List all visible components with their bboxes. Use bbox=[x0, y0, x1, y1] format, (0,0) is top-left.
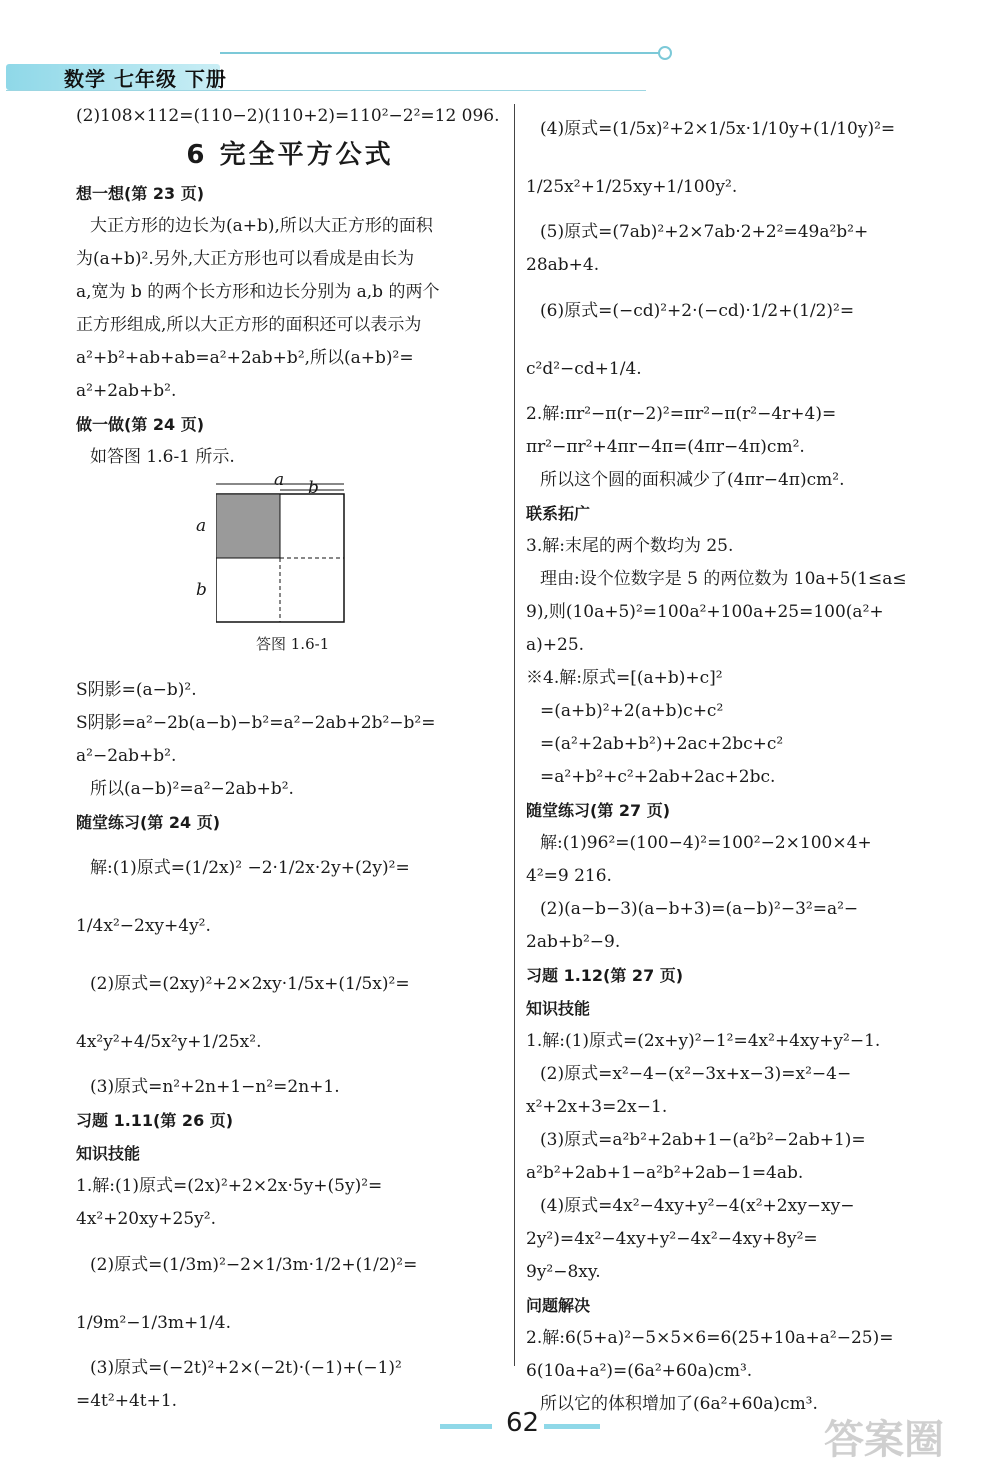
text-line: 9),则(10a+5)²=100a²+100a+25=100(a²+ bbox=[526, 602, 884, 622]
label-b-left: b bbox=[196, 580, 207, 600]
text-line: 大正方形的边长为(a+b),所以大正方形的面积 bbox=[90, 216, 433, 236]
text-line: =a²+b²+c²+2ab+2ac+2bc. bbox=[540, 767, 776, 787]
text-line: =(a+b)²+2(a+b)c+c² bbox=[540, 701, 724, 721]
text-line: 4x²+20xy+25y². bbox=[76, 1209, 216, 1229]
header-dot bbox=[658, 46, 672, 60]
page-footer bbox=[440, 1408, 600, 1442]
text-line: 1/4x²−2xy+4y². bbox=[76, 916, 211, 936]
text-line: 2ab+b²−9. bbox=[526, 932, 621, 952]
text-line: 28ab+4. bbox=[526, 255, 600, 275]
text-line: 2.解:6(5+a)²−5×5×6=6(25+10a+a²−25)= bbox=[526, 1328, 894, 1348]
text-line: (6)原式=(−cd)²+2·(−cd)·1/2+(1/2)²= bbox=[540, 301, 855, 321]
text-line: (3)原式=a²b²+2ab+1−(a²b²−2ab+1)= bbox=[540, 1130, 866, 1150]
section-title: 6 完全平方公式 bbox=[186, 140, 394, 170]
text-line: 4²=9 216. bbox=[526, 866, 612, 886]
left-column bbox=[76, 100, 504, 1418]
text-line: ※4.解:原式=[(a+b)+c]² bbox=[526, 668, 723, 688]
text-line: a²+b²+ab+ab=a²+2ab+b²,所以(a+b)²= bbox=[76, 348, 414, 368]
text-line: 4x²y²+4/5x²y+1/25x². bbox=[76, 1032, 262, 1052]
text-line: 理由:设个位数字是 5 的两位数为 10a+5(1≤a≤ bbox=[540, 569, 907, 589]
text-line: a,宽为 b 的两个长方形和边长分别为 a,b 的两个 bbox=[76, 282, 440, 302]
text-line: a²−2ab+b². bbox=[76, 746, 177, 766]
section-heading: 做一做(第 24 页) bbox=[76, 415, 205, 434]
text-line: a²+2ab+b². bbox=[76, 381, 177, 401]
text-line: 所以它的体积增加了(6a²+60a)cm³. bbox=[540, 1394, 818, 1414]
section-heading: 随堂练习(第 27 页) bbox=[526, 801, 671, 820]
text-line: (2)原式=(1/3m)²−2×1/3m·1/2+(1/2)²= bbox=[90, 1255, 418, 1275]
text-line: 1/9m²−1/3m+1/4. bbox=[76, 1313, 232, 1333]
footer-deco-left bbox=[440, 1424, 492, 1429]
header-rule bbox=[220, 52, 660, 54]
text-line: a)+25. bbox=[526, 635, 585, 655]
label-a-top: a bbox=[274, 470, 285, 490]
text-line: 1.解:(1)原式=(2x+y)²−1²=4x²+4xy+y²−1. bbox=[526, 1031, 881, 1051]
text-line: 解:(1)原式=(1/2x)² −2·1/2x·2y+(2y)²= bbox=[90, 858, 410, 878]
text-line: =(a²+2ab+b²)+2ac+2bc+c² bbox=[540, 734, 784, 754]
section-heading: 联系拓广 bbox=[526, 504, 591, 523]
section-heading: 习题 1.12(第 27 页) bbox=[526, 966, 684, 985]
text-line: (2)原式=x²−4−(x²−3x+x−3)=x²−4− bbox=[540, 1064, 852, 1084]
text-line: =4t²+4t+1. bbox=[76, 1391, 178, 1411]
shaded-square bbox=[216, 494, 280, 558]
text-line: x²+2x+3=2x−1. bbox=[526, 1097, 668, 1117]
text-line: 为(a+b)².另外,大正方形也可以看成是由长为 bbox=[76, 249, 415, 269]
text-line: (2)原式=(2xy)²+2×2xy·1/5x+(1/5x)²= bbox=[90, 974, 410, 994]
text-line: S阴影=(a−b)². bbox=[76, 680, 197, 700]
section-heading: 问题解决 bbox=[526, 1296, 591, 1315]
square-diagram bbox=[216, 476, 456, 626]
page-number: 62 bbox=[506, 1408, 540, 1438]
text-line: 所以这个圆的面积减少了(4πr−4π)cm². bbox=[540, 470, 845, 490]
text-line: 解:(1)96²=(100−4)²=100²−2×100×4+ bbox=[540, 833, 872, 853]
section-heading: 想一想(第 23 页) bbox=[76, 184, 205, 203]
label-b-top: b bbox=[308, 478, 319, 498]
book-title: 数学 七年级 下册 bbox=[64, 67, 227, 91]
text-line: (3)原式=n²+2n+1−n²=2n+1. bbox=[90, 1077, 340, 1097]
watermark-logo: 答案圈 bbox=[824, 1417, 944, 1463]
text-line: πr²−πr²+4πr−4π=(4πr−4π)cm². bbox=[526, 437, 805, 457]
label-a-left: a bbox=[196, 516, 207, 536]
column-divider bbox=[514, 104, 515, 1366]
text-line: (3)原式=(−2t)²+2×(−2t)·(−1)+(−1)² bbox=[90, 1358, 402, 1378]
section-heading: 知识技能 bbox=[526, 999, 591, 1018]
text-line: 如答图 1.6-1 所示. bbox=[90, 447, 235, 467]
footer-deco-right bbox=[544, 1424, 600, 1429]
text-line: 1.解:(1)原式=(2x)²+2×2x·5y+(5y)²= bbox=[76, 1176, 383, 1196]
text-line: 6(10a+a²)=(6a²+60a)cm³. bbox=[526, 1361, 753, 1381]
text-line: (2)108×112=(110−2)(110+2)=110²−2²=12 096. bbox=[76, 106, 500, 126]
figure-caption: 答图 1.6-1 bbox=[256, 635, 330, 653]
text-line: 所以(a−b)²=a²−2ab+b². bbox=[90, 779, 294, 799]
text-line: S阴影=a²−2b(a−b)−b²=a²−2ab+2b²−b²= bbox=[76, 713, 436, 733]
header-underline bbox=[6, 90, 646, 91]
answer-figure bbox=[76, 470, 504, 674]
section-heading: 习题 1.11(第 26 页) bbox=[76, 1111, 234, 1130]
text-line: 3.解:末尾的两个数均为 25. bbox=[526, 536, 734, 556]
text-line: (4)原式=(1/5x)²+2×1/5x·1/10y+(1/10y)²= bbox=[540, 119, 896, 139]
text-line: c²d²−cd+1/4. bbox=[526, 359, 642, 379]
text-line: 9y²−8xy. bbox=[526, 1262, 601, 1282]
text-line: (4)原式=4x²−4xy+y²−4(x²+2xy−xy− bbox=[540, 1196, 855, 1216]
right-column bbox=[526, 100, 966, 1421]
text-line: 1/25x²+1/25xy+1/100y². bbox=[526, 177, 738, 197]
text-line: 2y²)=4x²−4xy+y²−4x²−4xy+8y²= bbox=[526, 1229, 818, 1249]
text-line: (5)原式=(7ab)²+2×7ab·2+2²=49a²b²+ bbox=[540, 222, 869, 242]
section-heading: 随堂练习(第 24 页) bbox=[76, 813, 221, 832]
text-line: 正方形组成,所以大正方形的面积还可以表示为 bbox=[76, 315, 422, 335]
text-line: 2.解:πr²−π(r−2)²=πr²−π(r²−4r+4)= bbox=[526, 404, 837, 424]
text-line: a²b²+2ab+1−a²b²+2ab−1=4ab. bbox=[526, 1163, 804, 1183]
text-line: (2)(a−b−3)(a−b+3)=(a−b)²−3²=a²− bbox=[540, 899, 859, 919]
section-heading: 知识技能 bbox=[76, 1144, 141, 1163]
